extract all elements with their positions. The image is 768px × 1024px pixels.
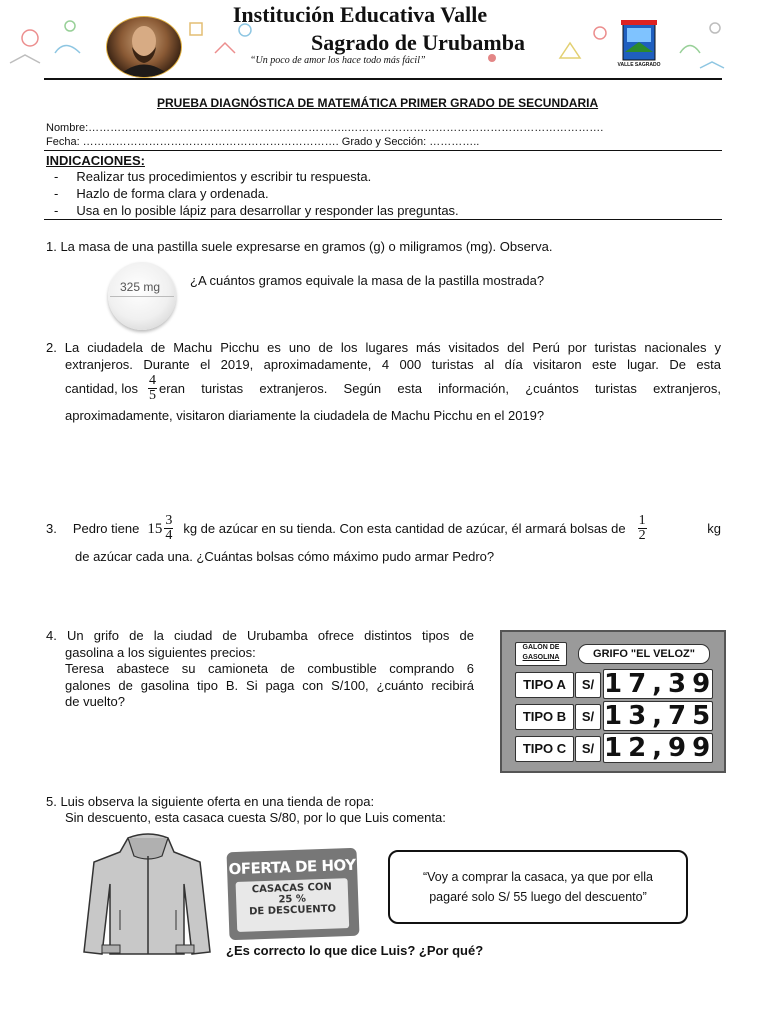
question-2-line4: aproximadamente, visitaron diariamente la ciudadela de Machu Picchu en el 2019? [65, 408, 545, 423]
question-5-line2: Sin descuento, esta casaca cuesta S/80, por lo que Luis comenta: [65, 810, 446, 825]
board-title: GRIFO "EL VELOZ" [578, 644, 710, 664]
question-3-line1: 3. Pedro tiene 15 $\frac{3}{4}$ kg de azúcar en su tienda. Con esta cantidad de azúcar, él armará bolsas de $\frac{1}{2}$ kg [46, 513, 721, 543]
question-4-line1: 4. Un grifo de la ciudad de Urubamba ofrece distintos tipos de [46, 628, 474, 643]
gas-price-board [500, 630, 726, 773]
luis-quote-bubble [388, 850, 688, 924]
question-3-line2: de azúcar cada una. ¿Cuántas bolsas cómo máximo pudo armar Pedro? [75, 549, 495, 564]
question-5-prompt: ¿Es correcto lo que dice Luis? ¿Por qué? [226, 943, 484, 958]
school-name-line1: Institución Educativa Valle [232, 2, 488, 27]
question-4-line5: de vuelto? [65, 694, 125, 709]
question-4-line2: gasolina a los siguientes precios: [65, 645, 256, 660]
emblem-caption: VALLE SAGRADO [617, 62, 661, 68]
q2-text-before: cantidad, los [65, 380, 138, 396]
price-c: 12,99 [604, 733, 717, 763]
date-grade-field[interactable]: Fecha: ……………………………………………………………. Grado y Sección: ………….. [46, 136, 480, 148]
instruction-item: - Usa en lo posible lápiz para desarrollar y responder las preguntas. [54, 203, 459, 218]
question-2-line1: 2. La ciudadela de Machu Picchu es uno de los lugares más visitados del Perú por turistas nacionales y [46, 340, 721, 355]
board-corner-label: GALÓN DE GASOLINA [515, 642, 567, 666]
fuel-type-a: TIPO A [515, 672, 574, 698]
question-2-line3 [65, 374, 721, 403]
offer-sign-title: OFERTA DE HOY [228, 855, 356, 879]
q3-fraction-2: $\frac{1}{2}$ [638, 513, 646, 543]
instructions-title: INDICACIONES: [46, 153, 145, 168]
price-a: 17,39 [604, 669, 717, 699]
school-emblem [617, 18, 661, 72]
currency-b: S/ [575, 704, 601, 730]
header-divider [44, 78, 722, 80]
offer-sign-panel: CASACAS CON 25 % DE DESCUENTO [236, 878, 350, 932]
instruction-item: - Realizar tus procedimientos y escribir tu respuesta. [54, 169, 372, 184]
q2-text-after: eran turistas extranjeros. Según esta información, ¿cuántos turistas extranjeros, [159, 380, 721, 396]
name-field[interactable]: Nombre:……………………………………………………………..……………………………………………………………. [46, 122, 604, 134]
luis-quote-text: “Voy a comprar la casaca, ya que por ella pagaré solo S/ 55 luego del descuento” [423, 870, 653, 904]
info-divider [44, 150, 722, 151]
pill-score-line [110, 296, 174, 297]
exam-title: PRUEBA DIAGNÓSTICA DE MATEMÁTICA PRIMER GRADO DE SECUNDARIA [157, 96, 599, 110]
price-b: 13,75 [604, 701, 717, 731]
currency-a: S/ [575, 672, 601, 698]
pill-label: 325 mg [120, 280, 161, 294]
offer-sign [227, 848, 360, 940]
question-4-line4: galones de gasolina tipo B. Si paga con S/100, ¿cuánto recibirá [65, 678, 474, 693]
q3-fraction: $\frac{3}{4}$ [165, 513, 173, 543]
question-1-prompt: ¿A cuántos gramos equivale la masa de la pastilla mostrada? [190, 273, 545, 288]
fuel-type-c: TIPO C [515, 736, 574, 762]
instruction-item: - Hazlo de forma clara y ordenada. [54, 186, 269, 201]
jacket-image [80, 830, 215, 960]
q2-fraction: $\frac{4}{5}$ [149, 373, 156, 403]
question-4-line3: Teresa abastece su camioneta de combustible comprando 6 [65, 661, 474, 676]
fuel-type-b: TIPO B [515, 704, 574, 730]
question-2-line2: extranjeros. Durante el 2019, aproximadamente, 4 000 turistas al día visitaron este lugar. De esta [65, 357, 721, 372]
instructions-divider [44, 219, 722, 220]
school-name-line2: Sagrado de Urubamba [311, 30, 525, 55]
currency-c: S/ [575, 736, 601, 762]
q3-whole: 15 [147, 520, 163, 537]
pill-image [108, 262, 176, 330]
school-motto: “Un poco de amor los hace todo más fácil” [250, 55, 426, 66]
question-1-text: 1. La masa de una pastilla suele expresarse en gramos (g) o miligramos (mg). Observa. [46, 239, 553, 254]
question-5-line1: 5. Luis observa la siguiente oferta en una tienda de ropa: [46, 794, 375, 809]
